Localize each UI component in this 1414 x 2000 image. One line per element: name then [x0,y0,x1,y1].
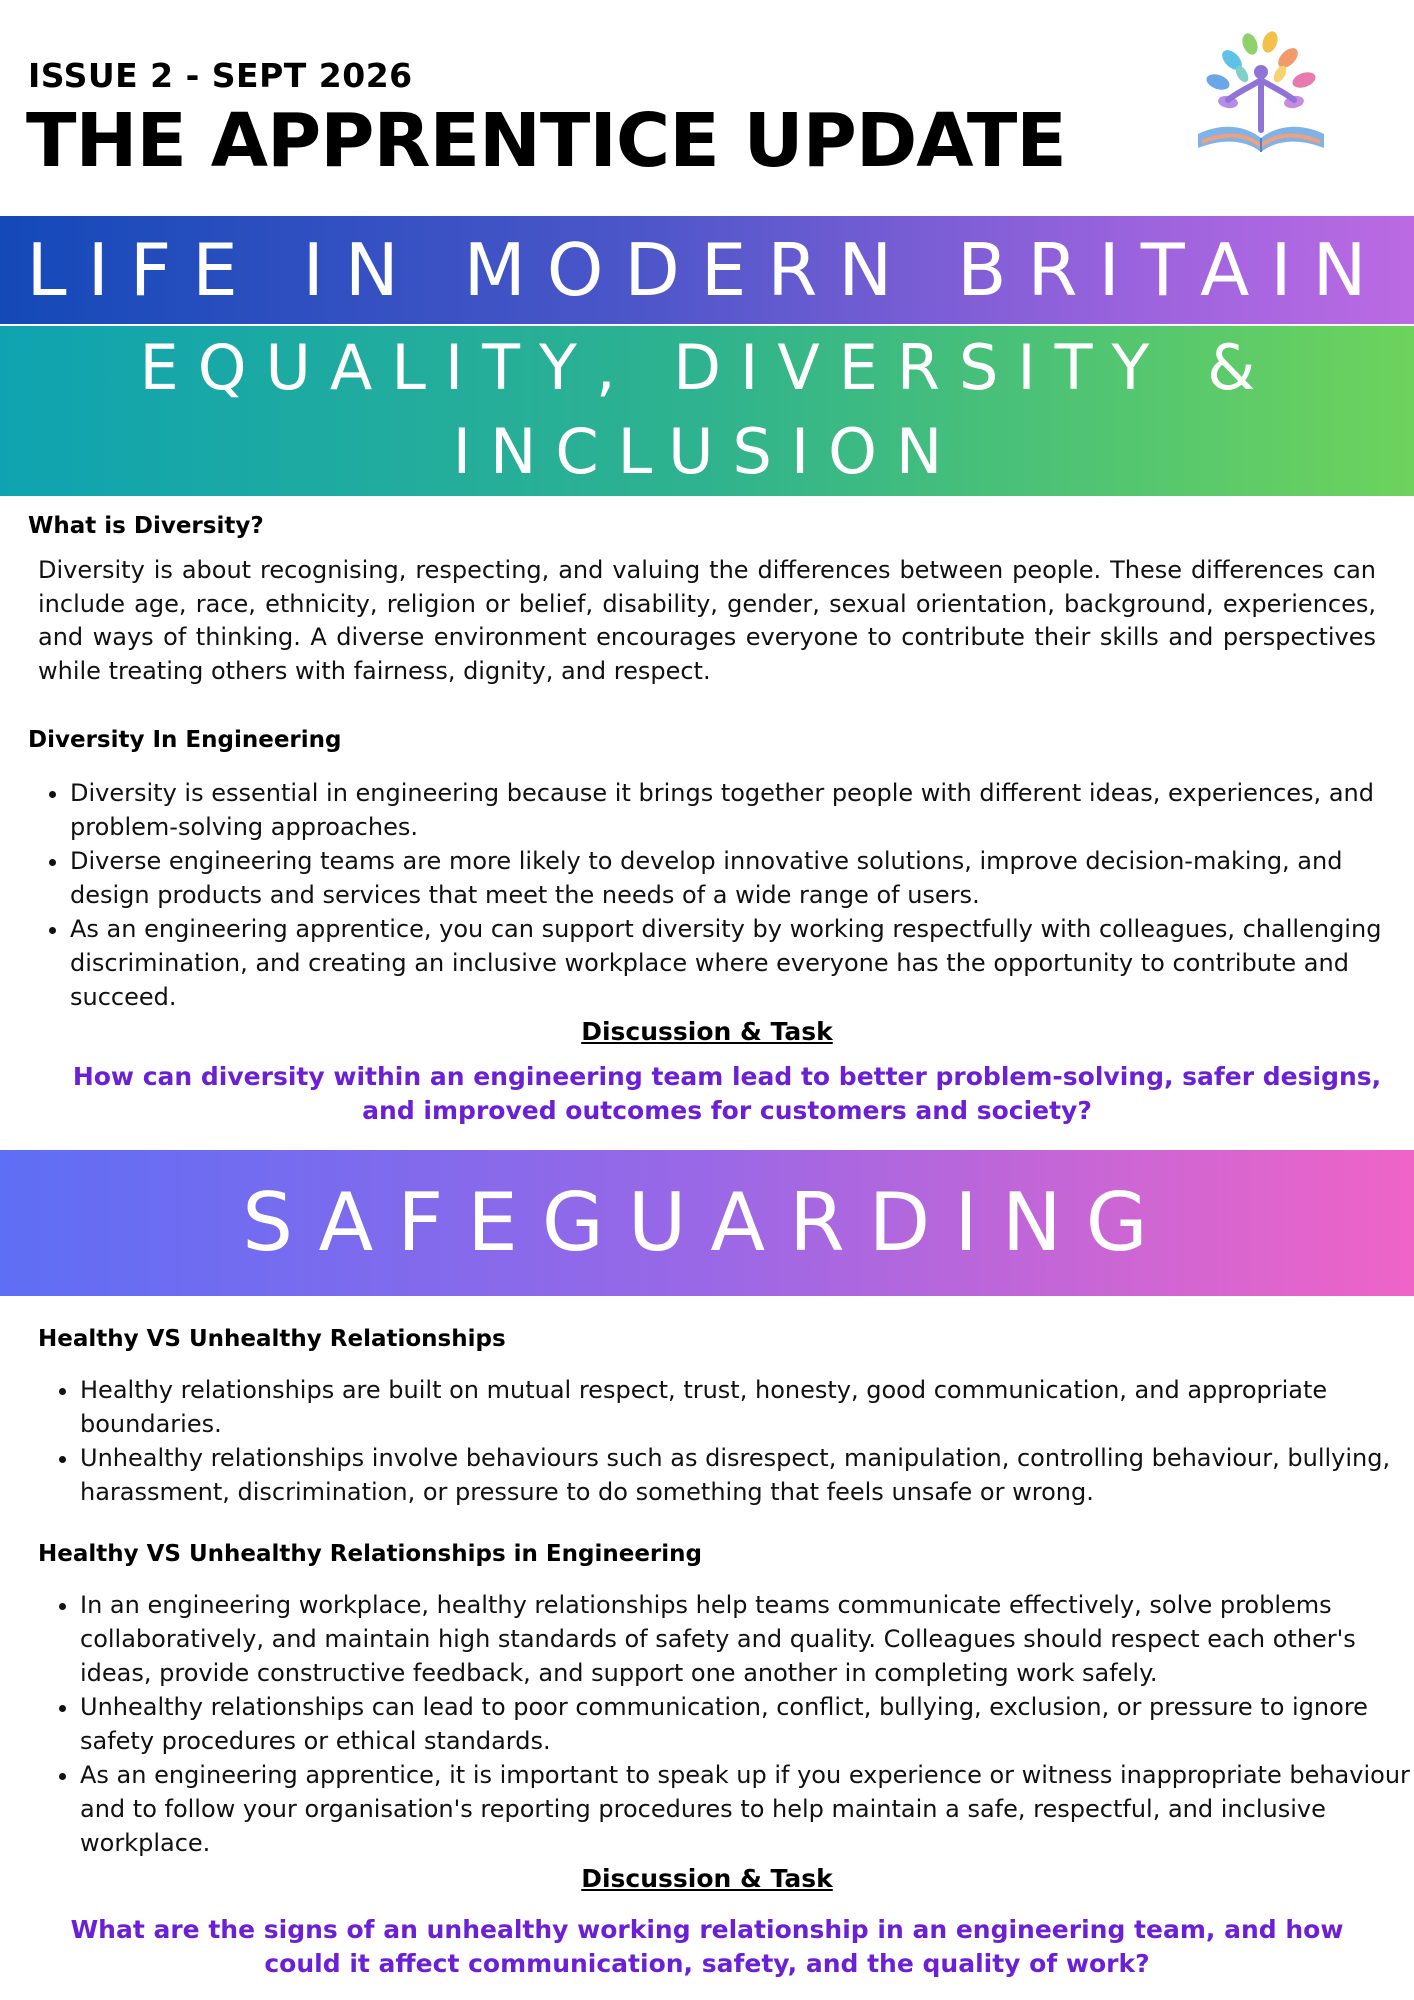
issue-label: ISSUE 2 - SEPT 2026 [28,56,413,95]
list-item: • As an engineering apprentice, you can support diversity by working respectfully with colleagues, challenging discrimination, and creating an inclusive workplace where everyone has the opportunity to contribute and succeed. [70,912,1410,1014]
edi-banner-line1: EQUALITY, DIVERSITY & [139,331,1275,404]
list-item: • Diverse engineering teams are more likely to develop innovative solutions, improve decision-making, and design products and services that meet the needs of a wide range of users. [70,844,1410,912]
list-item: • In an engineering workplace, healthy relationships help teams communicate effectively, solve problems collaboratively, and maintain high standards of safety and quality. Colleagues should respect each other's ideas, provide constructive feedback, and support one another in completing work safely. [80,1588,1410,1690]
list-item: • As an engineering apprentice, it is important to speak up if you experience or witness inappropriate behaviour and to follow your organisation's reporting procedures to help maintain a safe, respectful, and inclusive workplace. [80,1758,1410,1860]
edi-banner [0,326,1414,496]
newsletter-title: THE APPRENTICE UPDATE [26,98,1066,184]
tree-book-logo-icon [1188,30,1338,170]
what-is-diversity-text: Diversity is about recognising, respecting, and valuing the differences between people. These differences can include age, race, ethnicity, religion or belief, disability, gender, sexual orientation, background, experiences, and ways of thinking. A diverse environment encourages everyone to contribute their skills and perspectives while treating others with fairness, dignity, and respect. [38,556,1376,685]
list-item: • Diversity is essential in engineering because it brings together people with different ideas, experiences, and problem-solving approaches. [70,776,1410,844]
relationships-heading: Healthy VS Unhealthy Relationships [38,1326,506,1352]
relationships-list [38,1373,1410,1509]
safeguarding-banner: SAFEGUARDING [0,1150,1414,1296]
diversity-in-engineering-heading: Diversity In Engineering [28,727,342,753]
relationships-engineering-heading: Healthy VS Unhealthy Relationships in Engineering [38,1541,703,1567]
discussion-task-label: Discussion & Task [581,1017,833,1046]
list-item: • Healthy relationships are built on mutual respect, trust, honesty, good communication, and appropriate boundaries. [80,1373,1410,1441]
discussion-question: What are the signs of an unhealthy working relationship in an engineering team, and how could it affect communication, safety, and the quality of work? [70,1915,1344,1978]
edi-banner-line2: INCLUSION [452,415,962,488]
list-item: • Unhealthy relationships can lead to poor communication, conflict, bullying, exclusion, or pressure to ignore safety procedures or ethical standards. [80,1690,1410,1758]
relationships-engineering-list [38,1588,1410,1860]
list-item: • Unhealthy relationships involve behaviours such as disrespect, manipulation, controlling behaviour, bullying, harassment, discrimination, or pressure to do something that feels unsafe or wrong. [80,1441,1410,1509]
what-is-diversity-heading: What is Diversity? [28,513,264,539]
life-in-modern-britain-banner: LIFE IN MODERN BRITAIN [0,216,1414,324]
discussion-task-label: Discussion & Task [581,1864,833,1893]
diversity-in-engineering-list [28,776,1410,1014]
discussion-question: How can diversity within an engineering team lead to better problem-solving, safer designs, and improved outcomes for customers and society? [72,1062,1382,1125]
